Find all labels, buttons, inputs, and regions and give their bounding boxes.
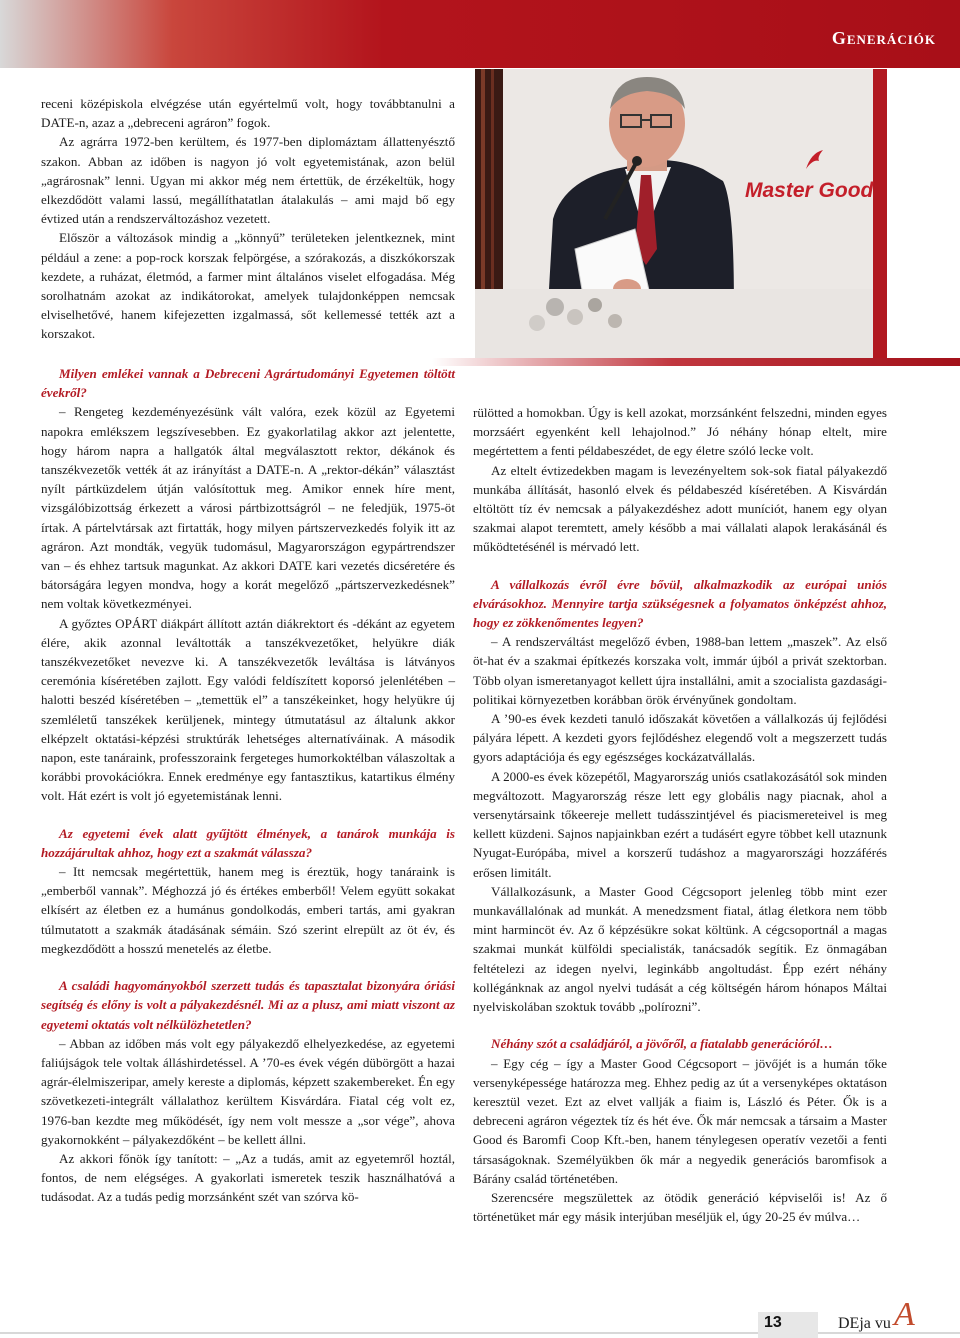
article-paragraph: – Itt nemcsak megértettük, hanem meg is éreztük, hogy tanáraink is „emberből vannak”. Méghozzá jó és értékes emberből! Velem együtt sokakat elkísért az életben ez a humánus gondolkodás, emberi tartás, ami gyakran túlmutatott a szakmák átadásának sémáin. Szó szerint elrepült az öt év, és megkezdődött a hosszú menetelés az életbe. bbox=[41, 864, 455, 956]
article-paragraph: receni középiskola elvégzése után egyértelmű volt, hogy továbbtanulni a DATE-n, azaz a „debreceni agráron” fogok. bbox=[41, 96, 455, 131]
article-paragraph: Először a változások mindig a „könnyű” területeken jelentkeznek, mint például a zene: a pop-rock korszak felpörgése, a szórakozás, a diszkókorszak kezdete, a ruházat, életmód, a farmer mint általános viselet elfogadása. Még sorolhatnám azokat az indikátorokat, amelyek tulajdonképpen nemcsak elviselhetővé, hanem kifejezetten izgalmassá, sőt kellemessé tették azt a korszakot. bbox=[41, 230, 455, 342]
article-paragraph: – Egy cég – így a Master Good Cégcsoport – jövőjét is a humán tőke versenyképessége határozza meg. Ehhez pedig az út a versenyképes oktatáson keresztül vezet. Ezt az elvet vallják a fiaim is, László és Péter. Ők is a debreceni agráron végeztek tíz és hét éve. Ők már nemcsak a társaim a Master Good és Baromfi Coop Kft.-ben, hanem ténylegesen operatív vezetői a fenti társaságoknak. Személyükben ők már a negyedik generációs baromfisok a Bárány család történetében. bbox=[473, 1055, 887, 1186]
photo-illustration bbox=[475, 69, 887, 359]
article-paragraph: A 2000-es évek közepétől, Magyarország uniós csatlakozásától sok minden megváltozott. Magyarország része lett egy globális nagy piacnak, ahol a versenytársaink tőkeereje mellett tudásszintjével és piacismereteivel is meg kellett küzdeni. Sajnos napjainkban ezért a tudásért egyre többet kell utaznunk Nyugat-Európába, mivel a korszerű tudáshoz a magyarországi hozzáférés erősen limitált. bbox=[473, 768, 887, 880]
left-column-bottom bbox=[41, 346, 455, 1207]
article-paragraph: – Abban az időben más volt egy pályakezdő elhelyezkedése, az egyetemi faliújságok tele voltak álláshirdetéssel. A ’70-es évek végén dübörgött a hazai agrár-élelmiszeripar, amely kereste a diplomás, képzett szakembereket. Én egy szövetkezeti-integrált vállalathoz kerültem Kisvárdára. Fiatal cég volt ez, 1976-ban kezdte meg működését, így nem volt messze a „sor vége”, ahova gyakornokként – pályakezdőként – be kellett állni. bbox=[41, 1035, 455, 1147]
article-paragraph: Az agrárra 1972-ben kerültem, és 1977-ben diplomáztam állattenyésztő szakon. Abban az időben is nagyon jó volt egyetemistának, azon belül „agrárosnak” lenni. Ugyan mi akkor még nem értettük, de érzékeltük, hogy elkezdődött valami lassú, megállíthatatlan átalakulás – ami majd bő egy évtized után a rendszerváltozáshoz vezetett. bbox=[41, 134, 455, 227]
right-column bbox=[473, 403, 887, 1226]
interview-question: A családi hagyományokból szerzett tudás és tapasztalat bizonyára óriási segítség és előny is volt a pályakezdésnél. Mi az a plusz, ami miatt viszont az egyetemi oktatás volt nélkülözhetetlen? bbox=[41, 978, 455, 1032]
article-paragraph: A ’90-es évek kezdeti tanuló időszakát követően a vállalkozás új fejlődési pályára lépett. A kezdeti gyors fejlődéshez elegendő volt a megszerzett tudás gyors adaptációja és egy egészséges kockázatvállalás. bbox=[473, 711, 887, 765]
left-column-top bbox=[41, 94, 455, 344]
speaker-photo bbox=[475, 69, 887, 359]
magazine-name: DEja vu bbox=[838, 1315, 891, 1332]
interview-question: Az egyetemi évek alatt gyűjtött élmények, a tanárok munkája is hozzájárultak ahhoz, hogy ezt a szakmát válassza? bbox=[41, 825, 455, 860]
section-title: Generációk bbox=[831, 28, 936, 48]
magazine-initial: A bbox=[894, 1296, 915, 1333]
interview-question: A vállalkozás évről évre bővül, alkalmazkodik az európai uniós elvárásokhoz. Mennyire tartja szükségesnek a folyamatos önképzést ahhoz, hogy ez zökkenőmentes legyen? bbox=[473, 576, 887, 631]
article-paragraph: Szerencsére megszülettek az ötödik generáció képviselői is! Az ő történetüket már egy másik interjúban meséljük el, úgy 20-25 év múlva… bbox=[473, 1189, 887, 1225]
section-header-band bbox=[0, 0, 960, 68]
interview-question: Milyen emlékei vannak a Debreceni Agrártudományi Egyetemen töltött évekről? bbox=[41, 366, 455, 401]
logo-text: Master Good bbox=[745, 179, 874, 202]
article-paragraph: A győztes OPÁRT diákpárt állított aztán diákrektort és -dékánt az egyetem élére, akik azonnal leváltották a tanszékvezetőket, helyükre diák tanszékvezetőket nevezve ki. A tanszékvezetők leváltása is látványos ceremónia kíséretében zajlott. Egy valódi feldíszített koporsó jelenlétében – halotti beszéd kíséretében – „temettük el” a tanszékeinket, hogy helyükre új szemléletű tanszékek kerüljenek, mintegy útmutatásul az általunk akkor elképzelt oktatási-képzési struktúrák lehetséges alternatíváinak. A második napon, este tanáraink, professzoraink fergeteges humorkoktélban válaszoltak a korábbi provokációkra. Ennek eredménye egy fantasztikus, katartikus élmény volt. Hát ezért is volt jó egyetemistának lenni. bbox=[41, 615, 455, 804]
article-paragraph: Az akkori főnök így tanított: – „Az a tudás, amit az egyetemről hoztál, fontos, de nem elégséges. A gyakorlati ismeretek teszik használhatóvá a tudásodat. Az a tudás pedig morzsánként szét van szórva kö- bbox=[41, 1150, 455, 1205]
article-paragraph: Az eltelt évtizedekben magam is levezényeltem sok-sok fiatal pályakezdő munkába állítását, hasonló elvek és példabeszéd kíséretében. A Kisvárdán eltöltött tíz év nemcsak a pályakezdéshez adott muníciót, hanem egy olyan szakmai alapot teremtett, amely később a mai vállalati alapok lerakásánál és működtetésénél is mérvadó lett. bbox=[473, 462, 887, 555]
article-paragraph: Vállalkozásunk, a Master Good Cégcsoport jelenleg több mint ezer munkavállalónak ad munkát. A menedzsment fiatal, átlag életkora nem több mint harmincöt év. Az ő képzésükre sokat költünk. A cégcsoportnál a magas szakmai munkát külföldi specialisták, tanácsadók segítik. Ez önmagában feltételezi az idegen nyelvi, leginkább angoltudást. Épp ezért néhány kollégánknak az angol nyelvi tudását a cég költségén három hónapos Máltai nyelviskolában szoktuk tovább „polírozni”. bbox=[473, 883, 887, 1015]
article-paragraph: – A rendszerváltást megelőző évben, 1988-ban lettem „maszek”. Az első öt-hat év a szakmai építkezés korszaka volt, immár újból a privát szektorban. Több olyan ismeretanyagot kellett újra installálni, amit a szocialista gazdasági-politikai környezetben korábban örök érvényűnek gondoltam. bbox=[473, 634, 887, 707]
article-paragraph: – Rengeteg kezdeményezésünk vált valóra, ezek közül az Egyetemi napokra emlékszem legszívesebben. Ez gyakorlatilag akkor azt jelentette, hogy három napra a hallgatók által megválasztott rektor, dékánok és tanszékvezetők vették át az irányítást a DATE-n. A „rektor-dékán” választást nyílt pártküzdelem útján valósítottuk meg. Amikor ennek híre ment, vizsgálóbizottság érkezett a városi pártbizottságról – ne feledjük, 1975-öt írtak. A pártelvtársak azt firtatták, hogy milyen pártszervezkedés folyik itt az agráron. Azt mondták, vegyük tudomásul, Magyarországon egypártrendszer van – és ehhez tartsuk magunkat. Az akkori DATE kari vezetés dicséretére és bátorságára legyen mondva, hogy a korát megelőző „pártszervezkedésnek” nem voltak következményei. bbox=[41, 404, 455, 612]
bird-icon bbox=[803, 147, 829, 173]
interview-question: Néhány szót a családjáról, a jövőről, a fiatalabb generációról… bbox=[491, 1036, 833, 1052]
master-good-logo bbox=[745, 179, 873, 203]
article-paragraph: rülötted a homokban. Úgy is kell azokat, morzsánként felszedni, minden egyes morzsáért egyenként kell lehajolnod.” Jó néhány hónap eltelt, mire megértettem a fenti példabeszédet, de egy életre szóló lecke volt. bbox=[473, 405, 887, 459]
page-number: 13 bbox=[764, 1314, 782, 1331]
